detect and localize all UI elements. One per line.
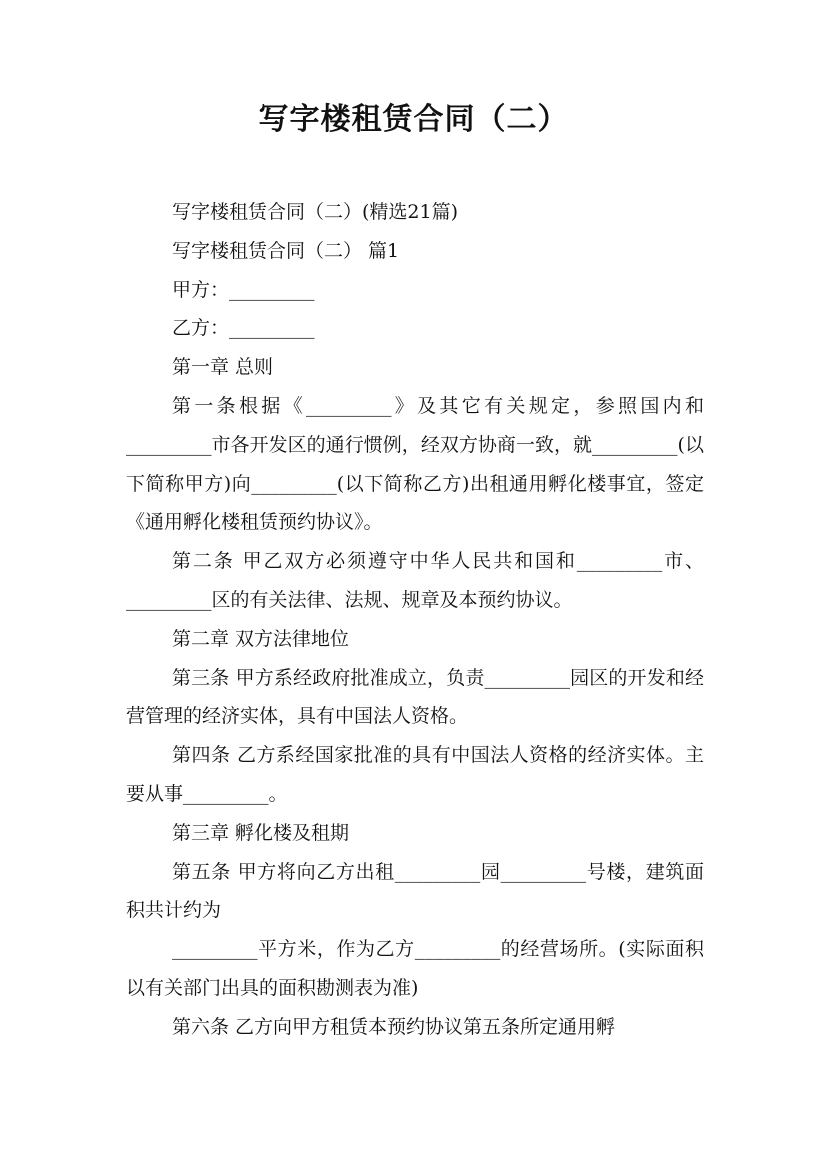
article-3: 第三条 甲方系经政府批准成立，负责_________园区的开发和经营管理的经济实体，具有中国法人资格。 [126, 666, 704, 728]
article-4: 第四条 乙方系经国家批准的具有中国法人资格的经济实体。主要从事_________。 [126, 744, 704, 805]
paragraph-section-heading: 写字楼租赁合同（二） 篇1 [172, 239, 400, 262]
paragraph-subtitle: 写字楼租赁合同（二）(精选21篇) [172, 201, 459, 223]
article-1: 第一条根据《_________》及其它有关规定，参照国内和_________市各开发区的通行惯例，经双方协商一致，就_________(以下简称甲方)向_________(以下简称乙方)出租通用孵化楼事宜，签定《通用孵化楼租赁预约协议》。 [126, 394, 704, 534]
chapter-heading-3: 第三章 孵化楼及租期 [172, 821, 350, 844]
paragraph-party-b: 乙方：_________ [172, 317, 315, 340]
article-6: 第六条 乙方向甲方租赁本预约协议第五条所定通用孵 [172, 1015, 616, 1038]
document-title: 写字楼租赁合同（二） [258, 102, 569, 137]
article-5: 第五条 甲方将向乙方出租_________园_________号楼，建筑面积共计约为 [126, 860, 704, 922]
document-body [126, 193, 704, 1047]
paragraph-party-a: 甲方：_________ [172, 278, 315, 301]
article-2: 第二条 甲乙双方必须遵守中华人民共和国和_________市、_________区的有关法律、法规、规章及本预约协议。 [126, 550, 704, 611]
chapter-heading-2: 第二章 双方法律地位 [172, 627, 350, 650]
article-5-continued: _________平方米，作为乙方_________的经营场所。(实际面积以有关部门出具的面积勘测表为准) [126, 938, 704, 999]
chapter-heading-1: 第一章 总则 [172, 356, 274, 379]
